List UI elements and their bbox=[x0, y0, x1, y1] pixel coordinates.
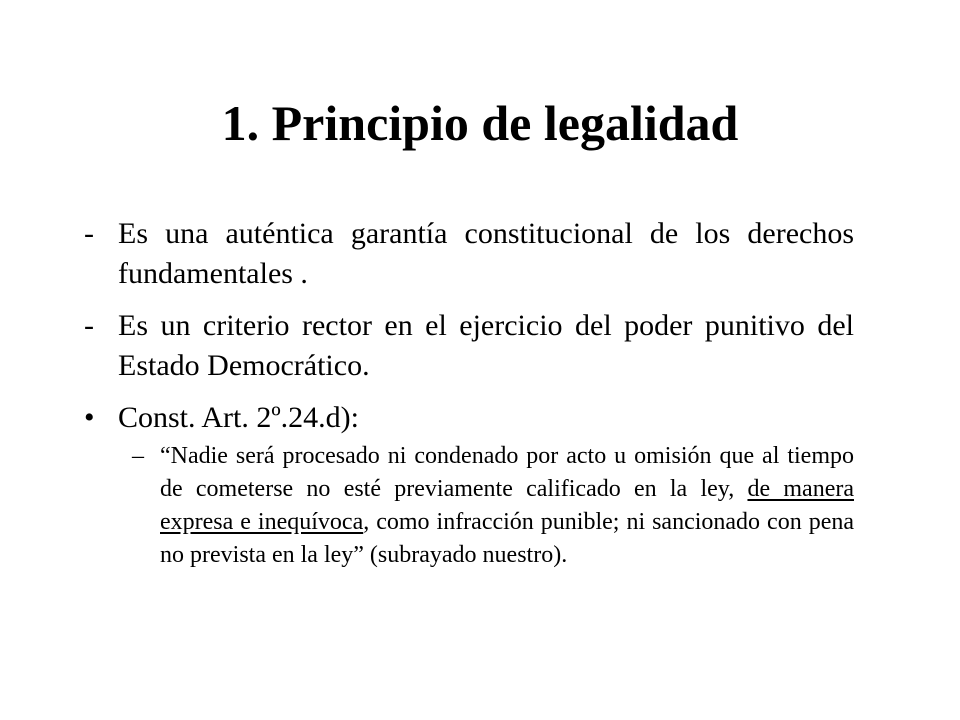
list-item-text: Es un criterio rector en el ejercicio del poder punitivo del Estado Democrático. bbox=[118, 309, 854, 382]
en-dash-marker: – bbox=[132, 443, 144, 469]
slide-body bbox=[84, 214, 854, 572]
list-item bbox=[84, 306, 854, 386]
quote-text-before: “Nadie será procesado ni condenado por acto u omisión que al tiempo de cometerse no esté previamente calificado en la ley, bbox=[160, 443, 854, 502]
quote-text-after: , como infracción punible; ni sancionado con pena no prevista en la ley” (subrayado nuestro). bbox=[160, 509, 855, 568]
list-item bbox=[84, 398, 854, 438]
bullet-marker: • bbox=[84, 401, 95, 434]
list-item-text: Es una auténtica garantía constitucional de los derechos fundamentales . bbox=[118, 217, 854, 290]
dash-marker: - bbox=[84, 309, 94, 342]
underlined-phrase: de manera expresa e inequívoca bbox=[160, 476, 854, 535]
list-item-text: Const. Art. 2º.24.d): bbox=[118, 401, 359, 434]
list-item bbox=[84, 214, 854, 294]
slide-title: 1. Principio de legalidad bbox=[221, 95, 739, 151]
dash-marker: - bbox=[84, 217, 94, 250]
quote-subitem bbox=[84, 440, 854, 572]
